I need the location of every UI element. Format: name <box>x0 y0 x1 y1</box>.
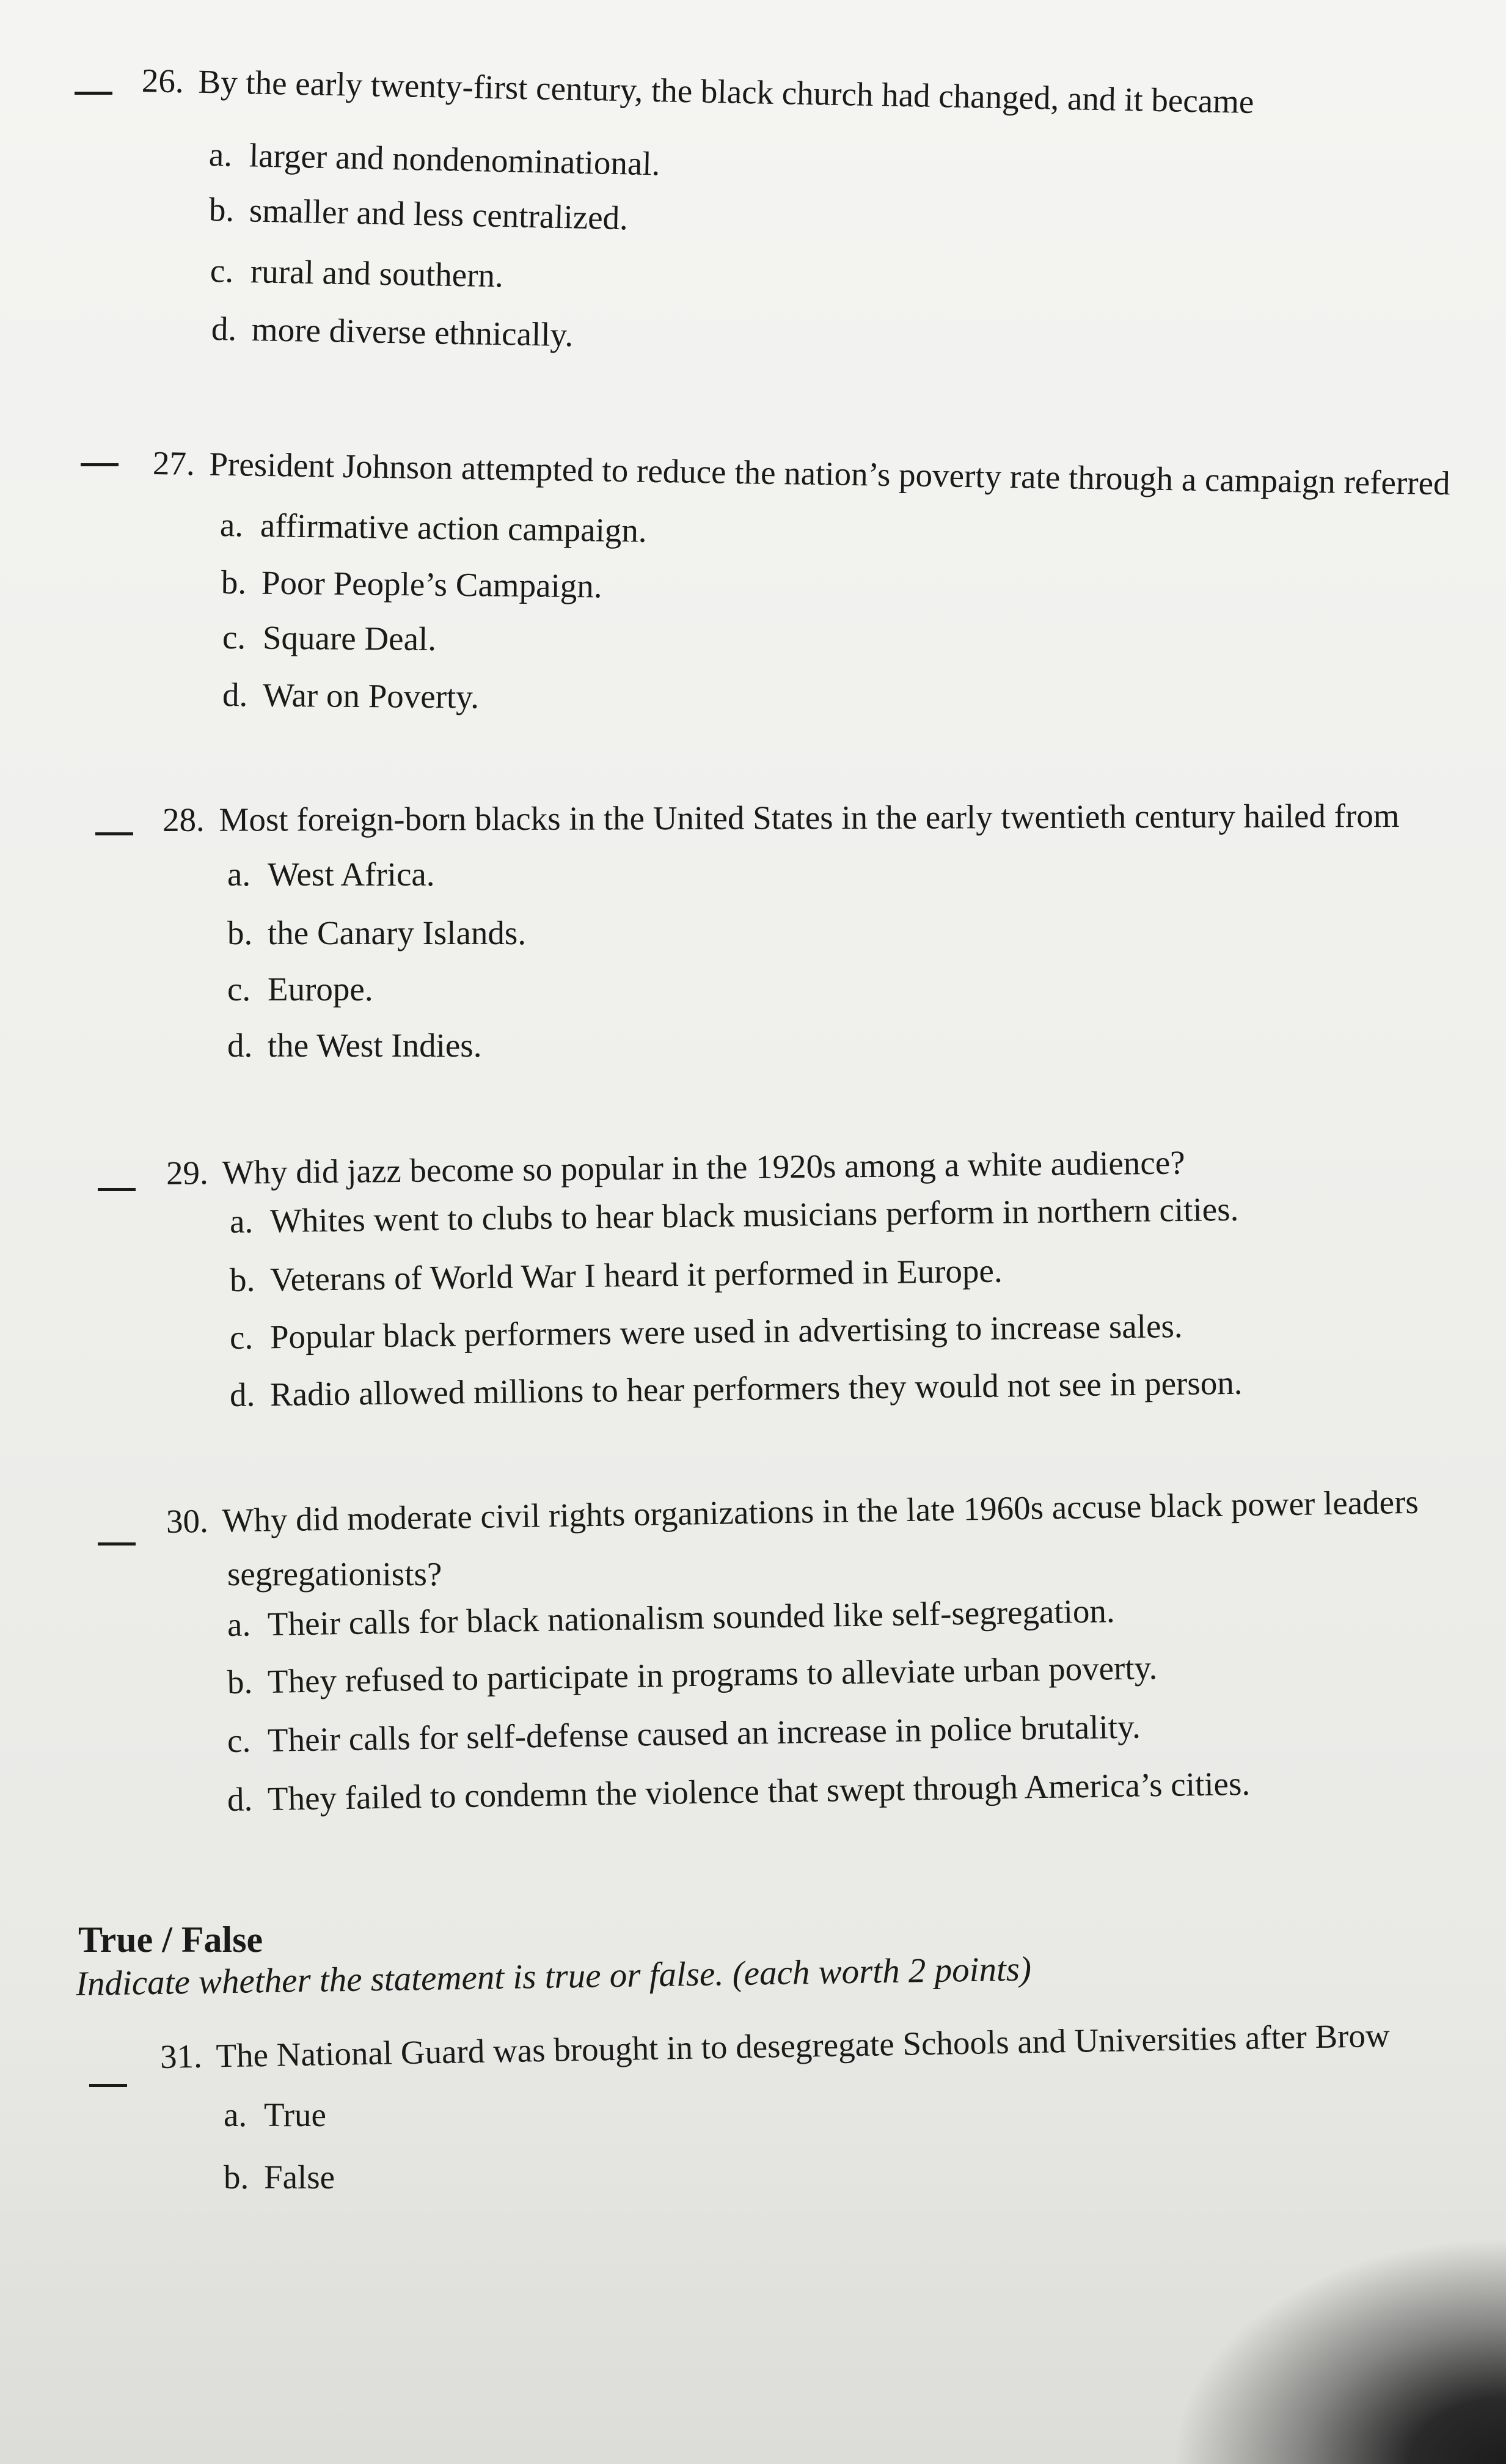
option-b[interactable] <box>208 189 628 238</box>
question-number: 29. <box>166 1154 209 1192</box>
option-text: the West Indies. <box>268 1027 482 1064</box>
option-letter: a. <box>219 506 244 544</box>
option-text: True <box>264 2096 326 2133</box>
option-letter: c. <box>222 618 246 656</box>
option-a[interactable] <box>208 134 660 184</box>
option-letter: d. <box>227 1780 253 1818</box>
option-letter: c. <box>227 970 251 1008</box>
question-stem <box>163 794 1400 842</box>
question-stem-continued: segregationists? <box>227 1555 442 1593</box>
option-d[interactable] <box>227 1764 1250 1820</box>
option-letter: b. <box>224 2158 249 2196</box>
option-false[interactable] <box>224 2157 335 2198</box>
option-c[interactable] <box>230 1306 1183 1358</box>
question-stem <box>166 1141 1185 1195</box>
option-text: Popular black performers were used in advertising to increase sales. <box>269 1307 1183 1356</box>
question-stem <box>141 59 1254 124</box>
option-text: They refused to participate in programs to alleviate urban poverty. <box>267 1649 1158 1700</box>
answer-blank[interactable] <box>98 1188 136 1191</box>
question-number: 26. <box>141 62 185 100</box>
option-letter: d. <box>227 1027 253 1064</box>
option-c[interactable] <box>222 617 437 659</box>
option-text: the Canary Islands. <box>268 914 527 952</box>
question-stem <box>152 441 1450 505</box>
option-letter: d. <box>211 310 237 348</box>
option-text: larger and nondenominational. <box>249 136 661 183</box>
option-letter: c. <box>229 1318 254 1356</box>
option-letter: b. <box>221 563 247 601</box>
option-letter: a. <box>229 1202 254 1240</box>
option-text: Whites went to clubs to hear black musicians perform in northern cities. <box>269 1190 1239 1240</box>
question-number: 31. <box>159 2037 203 2075</box>
question-number: 28. <box>162 801 205 838</box>
option-letter: a. <box>208 136 233 174</box>
option-a[interactable] <box>227 854 435 895</box>
option-c[interactable] <box>227 1707 1141 1761</box>
option-b[interactable] <box>227 913 526 953</box>
option-letter: a. <box>227 856 251 893</box>
question-text: Most foreign-born blacks in the United States in the early twentieth century hailed from <box>219 796 1400 838</box>
option-text: affirmative action campaign. <box>260 506 648 549</box>
option-text: smaller and less centralized. <box>249 191 629 237</box>
option-text: Poor People’s Campaign. <box>261 563 602 605</box>
option-letter: c. <box>227 1722 251 1759</box>
option-c[interactable] <box>210 251 503 296</box>
option-a[interactable] <box>227 1591 1115 1645</box>
option-d[interactable] <box>211 309 573 355</box>
option-text: They failed to condemn the violence that swept through America’s cities. <box>267 1764 1251 1817</box>
option-d[interactable] <box>230 1363 1243 1415</box>
option-text: Square Deal. <box>262 618 437 658</box>
option-text: Radio allowed millions to hear performers they would not see in person. <box>269 1363 1243 1414</box>
option-letter: d. <box>229 1376 255 1414</box>
option-text: Europe. <box>268 970 373 1008</box>
question-number: 30. <box>166 1502 209 1540</box>
option-b[interactable] <box>227 1648 1157 1703</box>
question-stem <box>166 1480 1419 1544</box>
answer-blank[interactable] <box>75 92 112 95</box>
option-d[interactable] <box>227 1025 481 1066</box>
option-text: Their calls for black nationalism sounded like self-segregation. <box>267 1592 1116 1643</box>
question-text: By the early twenty-first century, the black church had changed, and it became <box>197 62 1254 120</box>
answer-blank[interactable] <box>89 2084 127 2087</box>
option-letter: a. <box>227 1605 251 1643</box>
option-text: West Africa. <box>268 856 435 893</box>
question-number: 27. <box>152 444 196 483</box>
option-letter: b. <box>229 1261 255 1299</box>
option-text: Their calls for self-defense caused an increase in police brutality. <box>267 1707 1141 1759</box>
section-instructions: Indicate whether the statement is true or false. (each worth 2 points) <box>75 1949 1032 2003</box>
option-true[interactable] <box>224 2095 326 2135</box>
answer-blank[interactable] <box>98 1542 136 1546</box>
question-text: Why did jazz become so popular in the 1920s among a white audience? <box>222 1143 1185 1192</box>
option-text: Veterans of World War I heard it performed in Europe. <box>269 1252 1003 1299</box>
option-a[interactable] <box>220 505 648 551</box>
option-a[interactable] <box>230 1189 1239 1242</box>
question-text: The National Guard was brought in to desegregate Schools and Universities after Brow <box>215 2016 1391 2075</box>
page-corner-shadow <box>1127 2207 1506 2464</box>
question-text: Why did moderate civil rights organizations in the late 1960s accuse black power leaders <box>222 1483 1419 1539</box>
option-text: rural and southern. <box>250 252 504 295</box>
option-text: more diverse ethnically. <box>251 310 574 354</box>
option-text: False <box>264 2158 335 2196</box>
option-letter: b. <box>227 1663 253 1701</box>
option-letter: d. <box>222 676 248 714</box>
option-letter: a. <box>224 2096 247 2133</box>
option-d[interactable] <box>222 675 480 717</box>
answer-blank[interactable] <box>95 832 133 835</box>
option-b[interactable] <box>230 1251 1003 1300</box>
section-title: True / False <box>78 1920 263 1960</box>
option-b[interactable] <box>221 562 602 607</box>
question-stem <box>159 2014 1390 2079</box>
option-letter: b. <box>227 914 253 952</box>
question-text: President Johnson attempted to reduce the nation’s poverty rate through a campaign referred <box>209 445 1451 502</box>
option-letter: b. <box>208 191 235 229</box>
option-text: War on Poverty. <box>262 676 480 716</box>
option-letter: c. <box>210 252 234 290</box>
option-c[interactable] <box>227 969 373 1010</box>
answer-blank[interactable] <box>81 463 119 466</box>
